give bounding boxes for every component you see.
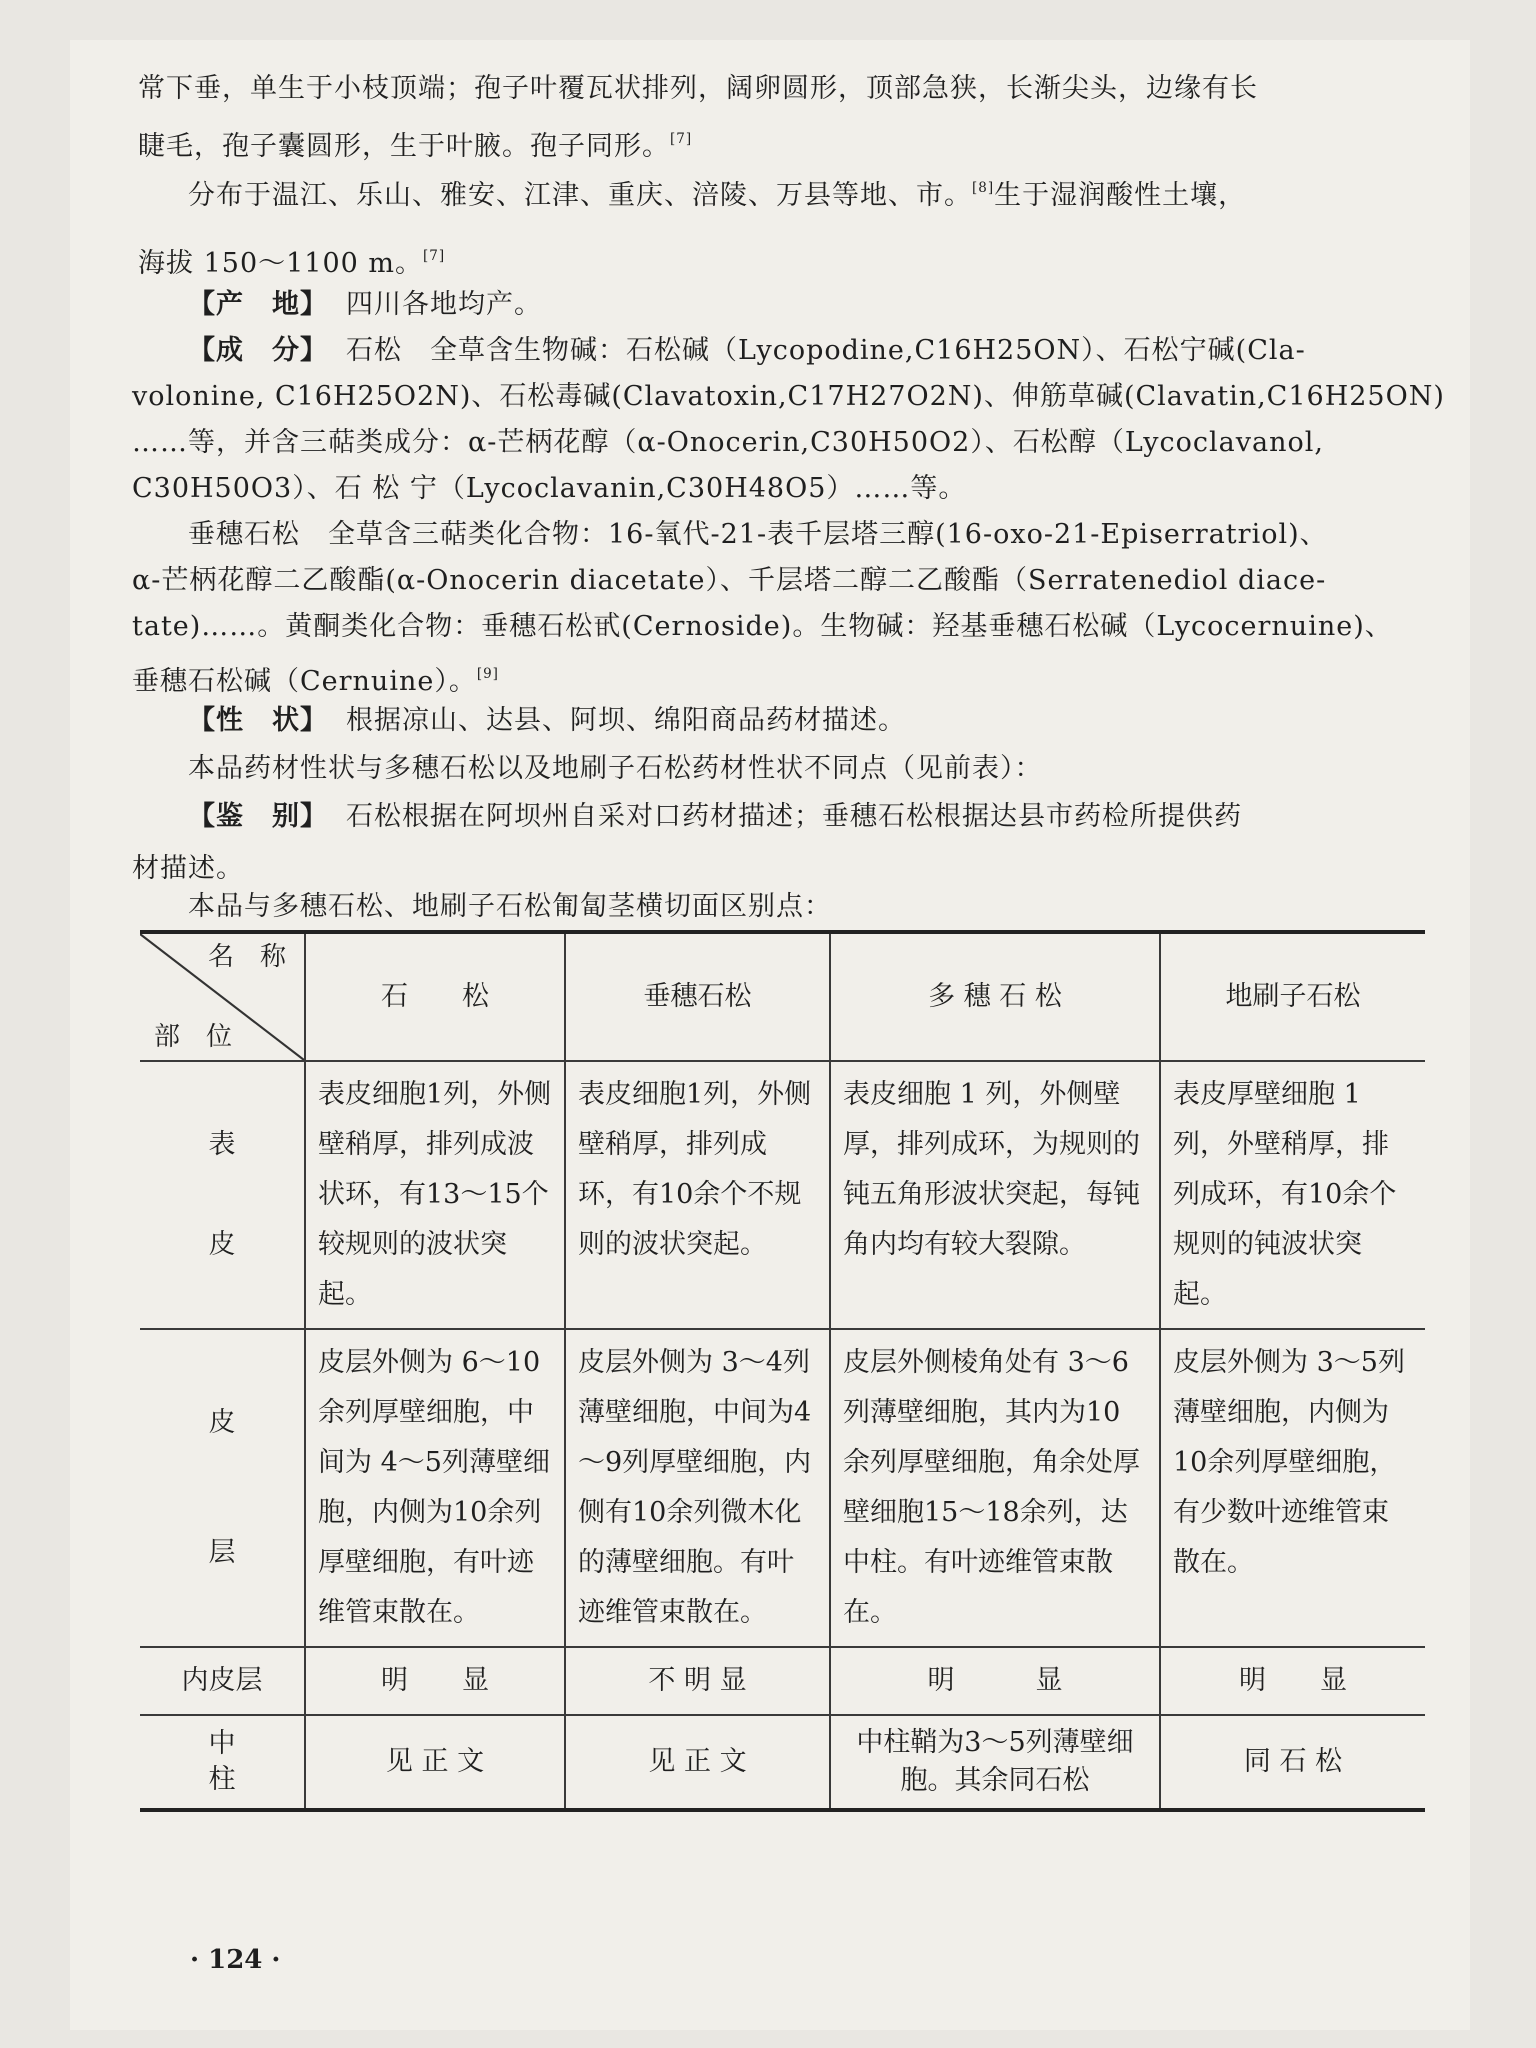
table-cell: 不 明 显 xyxy=(565,1647,830,1715)
table-cell: 皮层外侧棱角处有 3～6列薄壁细胞，其内为10余列厚壁细胞，角余处厚壁细胞15～18余列，达中柱。有叶迹维管束散在。 xyxy=(830,1329,1160,1647)
table-row xyxy=(140,1061,1425,1329)
row-label-cortex: 皮 层 xyxy=(140,1329,305,1647)
text-line: 分布于温江、乐山、雅安、江津、重庆、涪陵、万县等地、市。[8]生于湿润酸性土壤， xyxy=(188,180,1247,212)
table-cell: 见 正 文 xyxy=(305,1715,565,1810)
row-label-epidermis: 表 皮 xyxy=(140,1061,305,1329)
row-label-endodermis: 内皮层 xyxy=(140,1647,305,1715)
corner-label-part: 部 位 xyxy=(154,1022,233,1052)
page-number: · 124 · xyxy=(190,1945,281,1975)
table-cell: 同 石 松 xyxy=(1160,1715,1425,1810)
text-line: α-芒柄花醇二乙酸酯(α-Onocerin diacetate）、千层塔二醇二乙酸酯（Serratenediol diace- xyxy=(132,565,1327,596)
text-line: volonine, C16H25O2N)、石松毒碱(Clavatoxin,C17H27O2N)、伸筋草碱(Clavatin,C16H25ON) xyxy=(132,381,1445,412)
table-header-row xyxy=(140,932,1425,1061)
text-line: 本品药材性状与多穗石松以及地刷子石松药材性状不同点（见前表）： xyxy=(188,753,1043,784)
comparison-table xyxy=(140,930,1425,1812)
table-cell: 表皮细胞1列，外侧壁稍厚，排列成波状环，有13～15个较规则的波状突起。 xyxy=(305,1061,565,1329)
column-header: 石 松 xyxy=(305,932,565,1061)
table-cell: 明 显 xyxy=(830,1647,1160,1715)
section-origin: 【产 地】 四川各地均产。 xyxy=(188,289,542,320)
table-cell: 皮层外侧为 6～10余列厚壁细胞，中间为 4～5列薄壁细胞，内侧为10余列厚壁细胞，有叶迹维管束散在。 xyxy=(305,1329,565,1647)
table-row xyxy=(140,1647,1425,1715)
text-line: tate)……。黄酮类化合物：垂穗石松甙(Cernoside)。生物碱：羟基垂穗石松碱（Lycocernuine)、 xyxy=(132,611,1393,642)
text-line: 垂穗石松 全草含三萜类化合物：16-氧代-21-表千层塔三醇(16-oxo-21-Episerratriol)、 xyxy=(188,519,1328,550)
table-cell: 明 显 xyxy=(305,1647,565,1715)
section-characteristics: 【性 状】 根据凉山、达县、阿坝、绵阳商品药材描述。 xyxy=(188,705,906,736)
text-line: 材描述。 xyxy=(132,853,244,884)
table-cell: 皮层外侧为 3～4列薄壁细胞，中间为4～9列厚壁细胞，内侧有10余列微木化的薄壁细胞。有叶迹维管束散在。 xyxy=(565,1329,830,1647)
table-cell: 表皮细胞 1 列，外侧壁厚，排列成环，为规则的钝五角形波状突起，每钝角内均有较大裂隙。 xyxy=(830,1061,1160,1329)
column-header: 多 穗 石 松 xyxy=(830,932,1160,1061)
section-composition: 【成 分】 石松 全草含生物碱：石松碱（Lycopodine,C16H25ON）、石松宁碱(Cla- xyxy=(188,335,1306,366)
column-header: 地刷子石松 xyxy=(1160,932,1425,1061)
table-cell: 皮层外侧为 3～5列薄壁细胞，内侧为10余列厚壁细胞，有少数叶迹维管束散在。 xyxy=(1160,1329,1425,1647)
row-label-stele: 中 柱 xyxy=(140,1715,305,1810)
text-line: ……等，并含三萜类成分：α-芒柄花醇（α-Onocerin,C30H50O2）、石松醇（Lycoclavanol, xyxy=(132,427,1324,458)
table-cell: 见 正 文 xyxy=(565,1715,830,1810)
table-row xyxy=(140,1329,1425,1647)
table-cell: 表皮厚壁细胞 1 列，外壁稍厚，排列成环，有10余个规则的钝波状突起。 xyxy=(1160,1061,1425,1329)
text-line: 睫毛，孢子囊圆形，生于叶腋。孢子同形。[7] xyxy=(138,131,693,163)
corner-label-name: 名 称 xyxy=(207,942,286,972)
table-cell: 中柱鞘为3～5列薄壁细胞。其余同石松 xyxy=(830,1715,1160,1810)
table-row xyxy=(140,1715,1425,1810)
text-line: 海拔 150～1100 m。[7] xyxy=(138,248,446,280)
text-line: 本品与多穗石松、地刷子石松匍匐茎横切面区别点： xyxy=(188,891,832,922)
table-corner-cell xyxy=(140,932,305,1061)
section-identification: 【鉴 别】 石松根据在阿坝州自采对口药材描述；垂穗石松根据达县市药检所提供药 xyxy=(188,801,1242,832)
table-cell: 明 显 xyxy=(1160,1647,1425,1715)
table-cell: 表皮细胞1列，外侧壁稍厚，排列成环，有10余个不规则的波状突起。 xyxy=(565,1061,830,1329)
text-line: 垂穗石松碱（Cernuine）。[9] xyxy=(132,666,499,698)
text-line: C30H50O3）、石 松 宁（Lycoclavanin,C30H48O5）……等。 xyxy=(132,473,967,504)
text-line: 常下垂，单生于小枝顶端；孢子叶覆瓦状排列，阔卵圆形，顶部急狭，长渐尖头，边缘有长 xyxy=(138,73,1258,104)
column-header: 垂穗石松 xyxy=(565,932,830,1061)
